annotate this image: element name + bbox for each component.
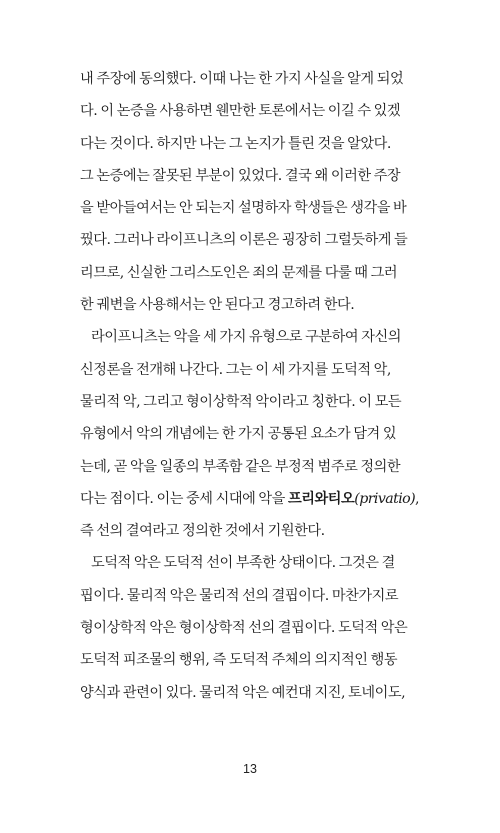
text-line: 리므로, 신실한 그리스도인은 죄의 문제를 다룰 때 그러 — [80, 264, 398, 281]
text-line: 물리적 악, 그리고 형이상학적 악이라고 칭한다. 이 모든 — [80, 393, 402, 410]
text-line: 그 논증에는 잘못된 부분이 있었다. 결국 왜 이러한 주장 — [80, 167, 401, 184]
text-line: 는데, 곧 악을 일종의 부족함 같은 부정적 범주로 정의한 — [80, 458, 401, 475]
text-line: 즉 선의 결여라고 정의한 것에서 기원한다. — [80, 523, 325, 540]
text-line: 도덕적 피조물의 행위, 즉 도덕적 주체의 의지적인 행동 — [80, 652, 398, 669]
body-text — [80, 63, 425, 709]
text-line: 다는 것이다. 하지만 나는 그 논지가 틀린 것을 알았다. — [80, 135, 391, 152]
paragraph-start-line: 도덕적 악은 도덕적 선이 부족한 상태이다. 그것은 결 — [91, 555, 395, 572]
text-line-with-term — [80, 483, 425, 515]
text-line: 신정론을 전개해 나간다. 그는 이 세 가지를 도덕적 악, — [80, 361, 391, 378]
term-punctuation: , — [415, 490, 420, 507]
paragraph-start-line: 라이프니츠는 악을 세 가지 유형으로 구분하여 자신의 — [91, 329, 401, 346]
text-segment: 다는 점이다. 이는 중세 시대에 악을 — [80, 490, 288, 507]
term-korean: 프리와티오 — [288, 490, 355, 507]
text-line: 형이상학적 악은 형이상학적 선의 결핍이다. 도덕적 악은 — [80, 620, 408, 637]
text-line: 양식과 관련이 있다. 물리적 악은 예컨대 지진, 토네이도, — [80, 684, 406, 701]
text-line: 내 주장에 동의했다. 이때 나는 한 가지 사실을 알게 되었 — [80, 71, 404, 87]
text-line: 핍이다. 물리적 악은 물리적 선의 결핍이다. 마찬가지로 — [80, 587, 399, 604]
text-line: 한 궤변을 사용해서는 안 된다고 경고하려 한다. — [80, 297, 355, 314]
term-latin: (privatio) — [354, 490, 416, 507]
text-line: 다. 이 논증을 사용하면 웬만한 토론에서는 이길 수 있겠 — [80, 103, 401, 120]
text-line: 을 받아들여서는 안 되는지 설명하자 학생들은 생각을 바 — [80, 200, 407, 217]
page-number: 13 — [243, 762, 257, 776]
text-line: 유형에서 악의 개념에는 한 가지 공통된 요소가 담겨 있 — [80, 426, 397, 443]
text-line: 꿨다. 그러나 라이프니츠의 이론은 굉장히 그럴듯하게 들 — [80, 232, 408, 249]
